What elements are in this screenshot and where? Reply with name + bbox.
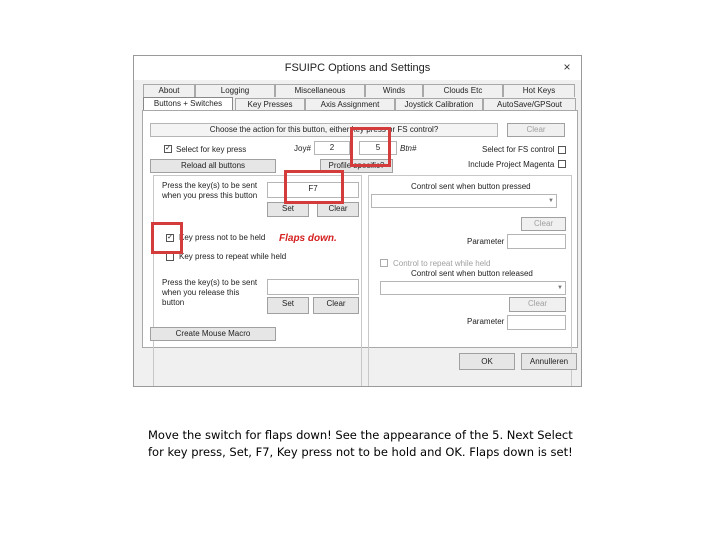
include-project-magenta-label: Include Project Magenta [468, 160, 555, 169]
control-released-dropdown[interactable] [380, 281, 566, 295]
window-title: FSUIPC Options and Settings [284, 62, 431, 74]
control-repeat-checkbox[interactable] [380, 259, 388, 267]
ok-button[interactable]: OK [459, 353, 515, 370]
create-mouse-macro-button[interactable]: Create Mouse Macro [150, 327, 276, 341]
choose-action-prompt: Choose the action for this button, either key press or FS control? [150, 123, 498, 137]
tab-buttons-switches[interactable]: Buttons + Switches [143, 97, 233, 111]
tab-joystick-calibration[interactable]: Joystick Calibration [395, 98, 483, 111]
released-clear-button[interactable]: Clear [509, 297, 566, 312]
key-press-not-held-checkbox[interactable]: ✓ [167, 234, 173, 241]
profile-specific-button[interactable]: Profile specific? [320, 159, 393, 173]
control-released-label: Control sent when button released [411, 269, 533, 278]
clear-key-button[interactable]: Clear [317, 202, 359, 217]
set-key-button[interactable]: Set [267, 202, 309, 217]
select-for-key-press-label: Select for key press [176, 145, 247, 154]
key-press-repeat-checkbox[interactable] [166, 253, 174, 261]
release-key-label: Press the key(s) to be sent when you release this button [162, 278, 258, 307]
press-key-label: Press the key(s) to be sent when you press this button [162, 181, 258, 200]
joy-label: Joy# [294, 144, 311, 153]
tab-autosave-gpsout[interactable]: AutoSave/GPSout [483, 98, 576, 111]
btn-label: Btn# [400, 144, 417, 153]
flaps-down-annotation: Flaps down. [279, 233, 337, 244]
close-icon[interactable]: × [563, 60, 571, 74]
pressed-clear-button[interactable]: Clear [521, 217, 566, 231]
tab-key-presses[interactable]: Key Presses [235, 98, 305, 111]
select-for-key-press-checkbox[interactable]: ✓ [165, 145, 171, 152]
include-project-magenta-checkbox[interactable] [558, 160, 566, 168]
control-pressed-label: Control sent when button pressed [411, 182, 531, 191]
tab-hot-keys[interactable]: Hot Keys [503, 84, 575, 97]
highlight-key-f7 [284, 170, 344, 204]
chevron-down-icon: ▼ [557, 285, 563, 291]
tab-clouds-etc[interactable]: Clouds Etc [423, 84, 503, 97]
key-press-field[interactable]: F7 [267, 182, 359, 198]
release-set-button[interactable]: Set [267, 297, 309, 314]
select-for-fs-control-checkbox[interactable] [558, 146, 566, 154]
select-for-fs-control-label: Select for FS control [482, 145, 555, 154]
highlight-button-number [350, 127, 391, 167]
tab-miscellaneous[interactable]: Miscellaneous [275, 84, 365, 97]
release-clear-button[interactable]: Clear [313, 297, 359, 314]
control-pressed-dropdown[interactable] [371, 194, 557, 208]
title-bar [134, 56, 581, 80]
key-press-not-held-label: Key press not to be held [179, 233, 266, 242]
control-repeat-label: Control to repeat while held [393, 259, 491, 268]
key-press-repeat-label: Key press to repeat while held [179, 252, 287, 261]
parameter2-label: Parameter [467, 317, 505, 326]
tab-about[interactable]: About [143, 84, 195, 97]
parameter2-field[interactable] [507, 315, 566, 330]
highlight-key-not-held [151, 222, 183, 254]
tab-logging[interactable]: Logging [195, 84, 275, 97]
tab-winds[interactable]: Winds [365, 84, 423, 97]
reload-all-buttons-button[interactable]: Reload all buttons [150, 159, 276, 173]
parameter-label: Parameter [467, 237, 505, 246]
top-clear-button[interactable]: Clear [507, 123, 565, 137]
tab-axis-assignment[interactable]: Axis Assignment [305, 98, 395, 111]
fsuipc-options-window [133, 55, 582, 387]
cancel-button[interactable]: Annulleren [521, 353, 577, 370]
chevron-down-icon: ▼ [548, 198, 554, 204]
release-key-field[interactable] [267, 279, 359, 295]
button-number-field[interactable]: 5 [359, 141, 397, 155]
slide-caption: Move the switch for flaps down! See the appearance of the 5. Next Select for key press, Set, F7, Key press not to be hold and OK. Flaps down is set! [148, 428, 573, 459]
parameter-field[interactable] [507, 234, 566, 249]
joy-number-field[interactable]: 2 [314, 141, 350, 155]
